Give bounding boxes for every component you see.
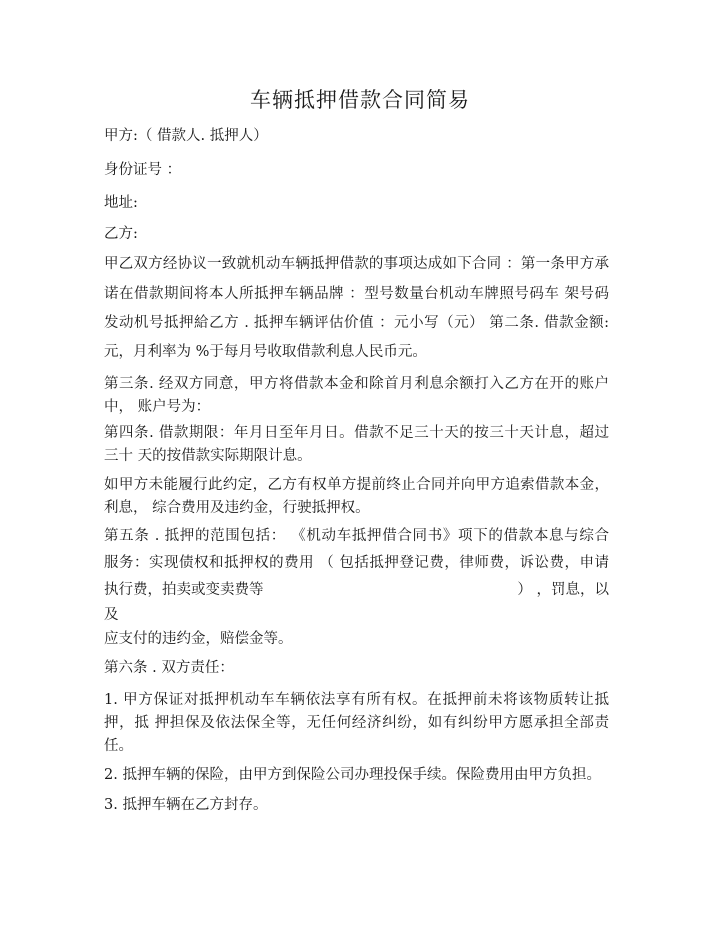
clause-1-line-1: 1. 甲方保证对抵押机动车车辆依法享有所有权。在抵押前未将该物质转让抵 [104,692,609,708]
termination-line-2: 利息， 综合费用及违约金，行驶抵押权。 [104,500,370,516]
article-5-line-2: 服务：实现债权和抵押权的费用 （ 包括抵押登记费，律师费，诉讼费，申请 [104,555,609,571]
termination-line-1: 如甲方未能履行此约定，乙方有权单方提前终止合同并向甲方追索借款本金， [104,477,609,493]
clause-1-line-3: 任。 [104,738,133,754]
party-a-line: 甲方:（ 借款人. 抵押人） [104,128,268,144]
clause-2-line: 2. 抵押车辆的保险，由甲方到保险公司办理投保手续。保险费用由甲方负担。 [104,767,601,783]
article-2-line: 元，月利率为 %于每月号收取借款利息人民币元。 [104,344,427,360]
article-4-line-1: 第四条. 借款期限：年月日至年月日。借款不足三十天的按三十天计息，超过 [104,425,609,441]
article-5-line-3-left: 执行费，拍卖或变卖费等 [104,582,264,598]
article-3-line-1: 第三条. 经双方同意，甲方将借款本金和除首月利息余额打入乙方在开的账户 [104,376,609,392]
article-5-line-1: 第五条 . 抵押的范围包括： 《机动车抵押借合同书》项下的借款本息与综合 [104,528,609,544]
document-title: 车辆抵押借款合同简易 [250,88,470,112]
clause-3-line: 3. 抵押车辆在乙方封存。 [104,797,268,813]
address-line: 地址: [104,195,138,211]
article-5-line-5: 应支付的违约金，赔偿金等。 [104,631,293,647]
article-5-line-3-right: ） ，罚息，以 [517,582,609,598]
article-1-line-2: 诺在借款期间将本人所抵押车辆品牌 ：型号数量台机动车牌照号码车 架号码 [104,286,609,302]
party-b-line: 乙方: [104,226,138,242]
article-3-line-2: 中， 账户号为： [104,399,211,415]
article-4-line-2: 三十 天的按借款实际期限计息。 [104,448,312,464]
article-6-heading: 第六条 . 双方责任： [104,660,234,676]
id-number-line: 身份证号 ： [104,162,182,178]
clause-1-line-2: 押，抵 押担保及依法保全等，无任何经济纠纷，如有纠纷甲方愿承担全部责 [104,715,609,731]
article-5-line-3 [104,578,609,599]
article-5-line-4: 及 [104,607,119,623]
article-1-line-1: 甲乙双方经协议一致就机动车辆抵押借款的事项达成如下合同 ：第一条甲方承 [104,256,609,272]
article-1-line-3: 发动机号抵押給乙方 . 抵押车辆评估价值 ：元小写（元） 第二条. 借款金额: [104,315,609,331]
